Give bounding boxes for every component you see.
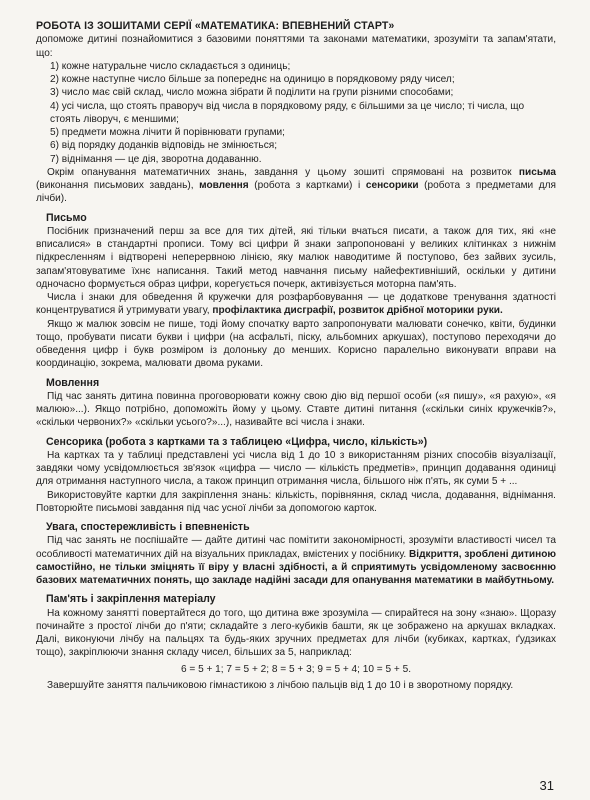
writing-paragraph-1: Посібник призначений перш за все для тих дітей, які тільки вчаться писати, а також для тих, які «не вписалися» в стандартні прописи. Тому всі цифри й знаки запропоновані у великих клітинках з нижнім підкресленням і відтворені неперервною лінією, яку малюк наводитиме й поступово, без зайвих зусиль, запам'ятовуватиме їхнє написання. Такий метод навчання письму найефективніший, оскільки у дитини одночасно формується образ цифри, корегується почерк, активізується моторна пам'ять. (36, 225, 556, 290)
list-item: 3) число має свій склад, число можна зібрати й поділити на групи різними способами; (50, 87, 454, 99)
sensorics-paragraph-2: Використовуйте картки для закріплення знань: кількість, порівняння, склад числа, додавання, віднімання. Повторюйте письмові завдання під час усної лічби за допомогою карток. (36, 489, 556, 514)
section-heading-attention: Увага, спостережливість і впевненість (46, 521, 250, 533)
attention-paragraph: Під час занять не поспішайте — дайте дитині час помітити закономірності, зрозуміти властивості чисел та особливості математичних дій на візуальних прикладах, вмістених у посібнику. Відкриття, зроблені дитиною самостійно, не тільки зміцнять її віру у власні здібності, а й сприятимуть усвідомленому засвоєнню базових математичних понять, що закладе надійні засади для опанування математики в майбутньому. (36, 535, 556, 586)
memory-paragraph-2: Завершуйте заняття пальчиковою гімнастикою з лічбою пальців від 1 до 10 і в зворотному порядку. (47, 679, 514, 691)
properties-list (36, 60, 556, 166)
list-item: 4) усі числа, що стоять праворуч від числа в порядковому ряду, є більшими за це число; ті числа, що стоять ліворуч, є меншими; (50, 100, 525, 125)
section-heading-sensorics: Сенсорика (робота з картками та з таблицею «Цифра, число, кількість») (46, 435, 428, 448)
development-paragraph: Окрім опанування математичних знань, завдання у цьому зошиті спрямовані на розвиток письма (виконання письмових завдань), мовлення (робота з картками) і сенсорики (робота з предметами для лічби). (36, 166, 556, 205)
sensorics-paragraph-1: На картках та у таблиці представлені усі числа від 1 до 10 з використанням різних способів візуалізації, завдяки чому усвідомлюється зв'язок «цифра — число — кількість предметів», принцип додавання одиниці для отримання наступного числа, а також принцип отримання числа, більшого ніж п'ять, як суми 5 + ... (36, 449, 556, 488)
section-heading-memory: Пам'ять і закріплення матеріалу (46, 593, 216, 606)
section-heading-speech: Мовлення (46, 376, 100, 389)
formula-line: 6 = 5 + 1; 7 = 5 + 2; 8 = 5 + 3; 9 = 5 + 4; 10 = 5 + 5. (180, 663, 412, 675)
intro-paragraph: допоможе дитині познайомитися з базовими поняттями та законами математики, зрозуміти та запам'ятати, що: (36, 34, 556, 59)
page-number: 31 (539, 777, 554, 793)
memory-paragraph-1: На кожному занятті повертайтеся до того, що дитина вже зрозуміла — спирайтеся на зону «знаю». Щоразу починайте з простої лічби до п'яти; складайте з лего-кубиків башти, як це зображено на аркушах вкладках. Далі, виконуючи лічбу на пальцях та будь-яких зручних предметах для лічби (кубиках, картках, ґудзиках тощо), закріплюючи знання складу чисел, більших за 5, наприклад: (36, 607, 556, 659)
writing-paragraph-2: Числа і знаки для обведення й кружечки для розфарбовування — це додаткове тренування здатності концентруватися й утримувати увагу, профілактика дисграфії, розвиток дрібної моторики руки. (36, 292, 556, 317)
writing-paragraph-3: Якщо ж малюк зовсім не пише, тоді йому спочатку варто запропонувати малювати сонечко, квіти, будинки тощо, пробувати писати букви і цифри (на асфальті, піску, альбомних аркушах), поступово переходячи до обведення цифр і букв розміром із долоньку до менших. Корисно паралельно виконувати вправи на координацію, зокрема, малювати двома руками. (36, 318, 556, 370)
speech-paragraph: Під час занять дитина повинна проговорювати кожну свою дію від першої особи («я пишу», «я рахую», «я малюю»...). Якщо потрібно, допоможіть йому у цьому. Ставте дитині питання («скільки синіх кружечків?», «скільки червоних?» «скільки усього?»...), називайте всі числа і знаки. (36, 390, 556, 429)
list-item: 2) кожне наступне число більше за попереднє на одиницю в порядковому ряду чисел; (50, 74, 455, 85)
list-item: 5) предмети можна лічити й порівнювати групами; (50, 127, 285, 138)
section-heading-writing: Письмо (46, 211, 87, 224)
page-title: РОБОТА ІЗ ЗОШИТАМИ СЕРІЇ «МАТЕМАТИКА: ВПЕВНЕНИЙ СТАРТ» (36, 20, 395, 32)
list-item: 6) від порядку доданків відповідь не змінюється; (50, 140, 278, 152)
list-item: 1) кожне натуральне число складається з одиниць; (50, 60, 291, 72)
list-item: 7) віднімання — це дія, зворотна додаванню. (50, 153, 262, 165)
